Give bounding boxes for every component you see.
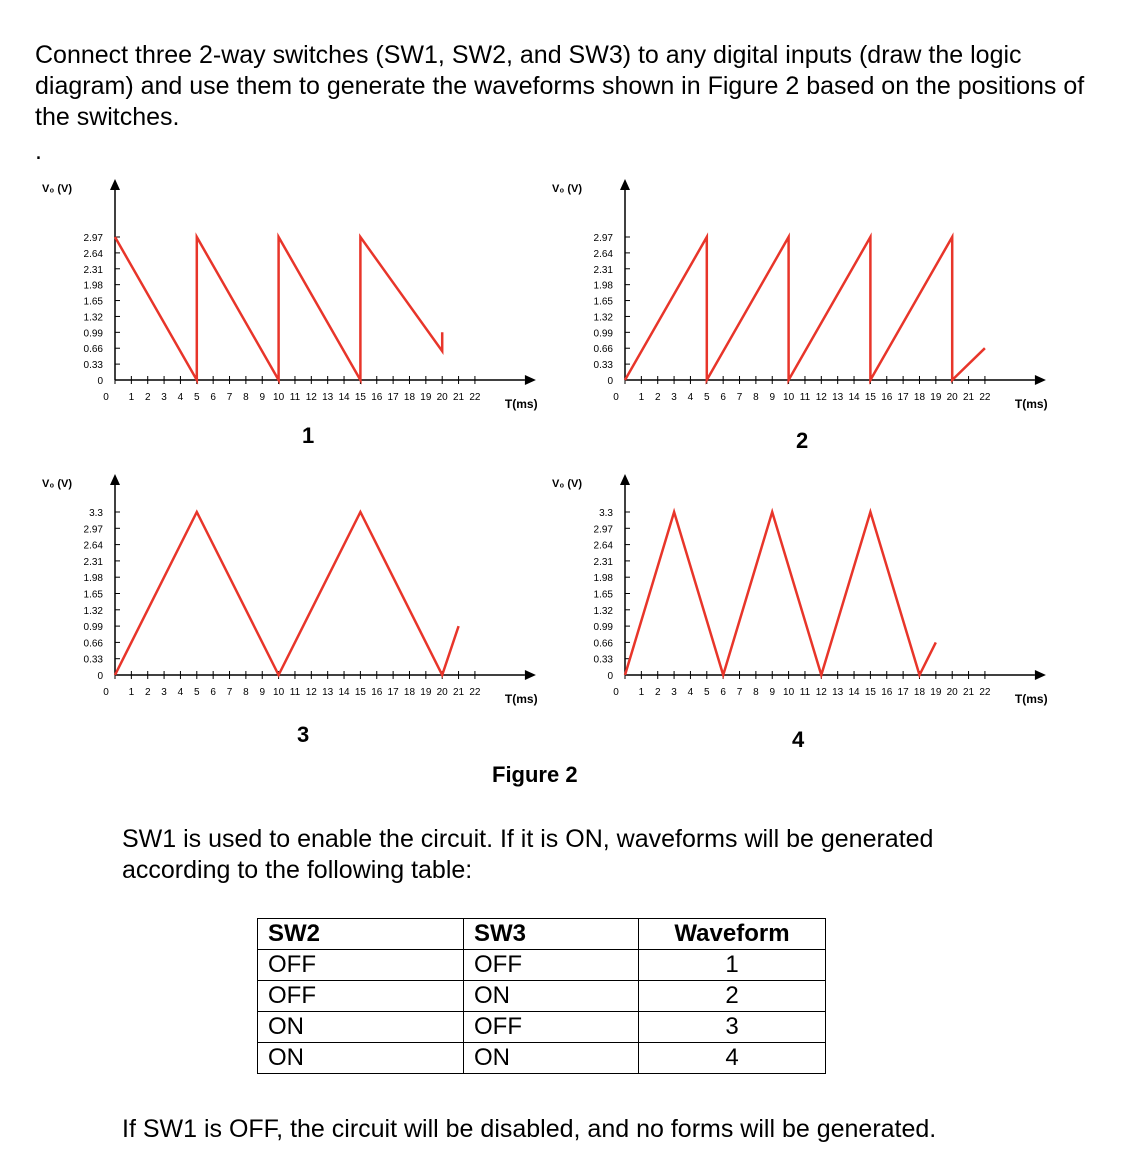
x-tick-label: 16 — [371, 392, 383, 403]
table-row — [258, 950, 826, 981]
y-tick-label: 2.64 — [593, 540, 613, 552]
x-tick-label: 10 — [273, 687, 285, 698]
x-axis-arrow — [1035, 670, 1046, 680]
y-tick-label: 2.31 — [83, 556, 103, 568]
x-axis-label: T(ms) — [504, 397, 538, 411]
x-tick-label: 5 — [704, 392, 710, 403]
y-tick-label: 0.33 — [593, 360, 613, 372]
x-tick-label: 3 — [671, 687, 677, 698]
y-tick-label: 0.99 — [83, 622, 103, 634]
x-tick-label: 7 — [226, 392, 233, 403]
x-tick-label: 9 — [259, 687, 266, 698]
y-tick-label: 1.65 — [593, 589, 613, 601]
y-tick-label: 1.32 — [593, 605, 613, 617]
y-axis-label: V₀ (V) — [552, 478, 583, 490]
x-tick-label: 10 — [783, 687, 795, 698]
y-tick-label: 0.66 — [83, 638, 103, 650]
cell-sw2: ON — [258, 1012, 464, 1043]
y-tick-label: 0.66 — [83, 344, 103, 356]
x-tick-label: 0 — [613, 687, 619, 698]
x-tick-label: 13 — [322, 392, 334, 403]
y-tick-label: 0.66 — [593, 344, 613, 356]
table-header-row — [258, 919, 826, 950]
y-tick-label: 3.3 — [89, 508, 103, 519]
y-tick-label: 0.99 — [593, 622, 613, 634]
table-row — [258, 981, 826, 1012]
y-axis-arrow — [110, 179, 120, 190]
x-tick-label: 1 — [638, 687, 645, 698]
x-tick-label: 21 — [962, 687, 975, 698]
x-tick-label: 10 — [783, 392, 795, 403]
y-tick-label: 1.32 — [83, 312, 103, 324]
chart-3-caption: 3 — [297, 722, 310, 747]
x-tick-label: 8 — [243, 392, 249, 403]
y-axis-arrow — [110, 474, 120, 485]
x-tick-label: 22 — [469, 687, 481, 698]
cell-sw3: OFF — [464, 950, 639, 981]
x-tick-label: 19 — [930, 687, 942, 698]
y-tick-label: 2.97 — [83, 233, 103, 244]
x-tick-label: 2 — [144, 392, 151, 403]
x-tick-label: 0 — [103, 687, 109, 698]
waveform-line — [115, 237, 442, 380]
x-tick-label: 22 — [469, 392, 481, 403]
cell-sw2: OFF — [258, 950, 464, 981]
y-tick-label: 2.97 — [83, 524, 103, 536]
y-tick-label: 1.32 — [593, 312, 613, 324]
x-tick-label: 1 — [128, 392, 135, 403]
chart-waveform-4 — [540, 465, 1080, 755]
y-axis-arrow — [620, 474, 630, 485]
x-tick-label: 14 — [338, 687, 350, 698]
x-tick-label: 20 — [946, 392, 958, 403]
x-tick-label: 14 — [848, 392, 860, 403]
x-tick-label: 10 — [273, 392, 285, 403]
x-tick-label: 15 — [864, 392, 876, 403]
waveform-line — [625, 512, 936, 675]
header-sw2: SW2 — [258, 919, 464, 950]
x-tick-label: 4 — [177, 392, 184, 403]
x-tick-label: 15 — [864, 687, 876, 698]
x-axis-label: T(ms) — [504, 692, 538, 706]
x-tick-label: 4 — [177, 687, 184, 698]
waveform-line — [625, 237, 985, 380]
x-tick-label: 12 — [815, 687, 827, 698]
x-tick-label: 18 — [913, 687, 926, 698]
x-tick-label: 18 — [913, 392, 926, 403]
y-tick-label: 1.32 — [83, 605, 103, 617]
chart-4-caption: 4 — [792, 727, 805, 752]
y-tick-label: 0.33 — [83, 360, 103, 372]
x-tick-label: 18 — [403, 392, 416, 403]
y-tick-label: 1.65 — [593, 296, 613, 308]
x-tick-label: 6 — [210, 392, 216, 403]
x-axis-arrow — [525, 670, 536, 680]
y-axis-arrow — [620, 179, 630, 190]
y-tick-label: 1.65 — [83, 296, 103, 308]
chart-waveform-2 — [540, 170, 1080, 460]
x-tick-label: 6 — [210, 687, 216, 698]
y-tick-label: 2.31 — [593, 264, 613, 276]
x-tick-label: 2 — [654, 392, 661, 403]
x-tick-label: 2 — [144, 687, 151, 698]
y-tick-label: 2.31 — [593, 556, 613, 568]
y-tick-label: 2.31 — [83, 264, 103, 276]
x-tick-label: 5 — [194, 392, 200, 403]
footer-text: If SW1 is OFF, the circuit will be disabled, and no forms will be generated. — [122, 1115, 937, 1143]
x-tick-label: 20 — [946, 687, 958, 698]
chart-waveform-1 — [30, 170, 560, 460]
y-tick-label: 3.3 — [599, 508, 613, 519]
x-tick-label: 20 — [436, 687, 448, 698]
table-row — [258, 1012, 826, 1043]
y-tick-label: 1.65 — [83, 589, 103, 601]
cell-waveform: 3 — [639, 1012, 826, 1043]
x-tick-label: 11 — [799, 687, 811, 698]
x-tick-label: 21 — [962, 392, 975, 403]
x-tick-label: 22 — [979, 392, 991, 403]
x-axis-label: T(ms) — [1014, 692, 1048, 706]
waveform-line — [115, 512, 459, 675]
x-tick-label: 2 — [654, 687, 661, 698]
y-tick-label: 1.98 — [593, 280, 613, 292]
x-tick-label: 8 — [753, 392, 759, 403]
x-tick-label: 8 — [243, 687, 249, 698]
x-tick-label: 13 — [322, 687, 334, 698]
x-tick-label: 21 — [452, 687, 465, 698]
chart-waveform-3 — [30, 465, 560, 755]
y-tick-label: 2.64 — [593, 248, 613, 260]
cell-waveform: 1 — [639, 950, 826, 981]
x-tick-label: 14 — [338, 392, 350, 403]
y-axis-label: V₀ (V) — [42, 478, 73, 490]
y-tick-label: 0.33 — [83, 654, 103, 666]
x-tick-label: 3 — [161, 687, 167, 698]
x-tick-label: 9 — [259, 392, 266, 403]
x-tick-label: 17 — [387, 392, 399, 403]
x-tick-label: 3 — [161, 392, 167, 403]
x-tick-label: 16 — [371, 687, 383, 698]
figure-title: Figure 2 — [492, 762, 578, 787]
y-tick-label: 2.97 — [593, 524, 613, 536]
header-sw3: SW3 — [464, 919, 639, 950]
x-tick-label: 1 — [638, 392, 645, 403]
x-tick-label: 21 — [452, 392, 465, 403]
y-tick-label: 1.98 — [83, 573, 103, 585]
x-tick-label: 11 — [289, 687, 301, 698]
x-tick-label: 9 — [769, 687, 776, 698]
x-tick-label: 15 — [354, 687, 366, 698]
y-tick-label: 0 — [607, 376, 613, 387]
cell-waveform: 2 — [639, 981, 826, 1012]
y-tick-label: 0.33 — [593, 654, 613, 666]
x-tick-label: 4 — [687, 392, 694, 403]
x-tick-label: 7 — [226, 687, 233, 698]
x-axis-arrow — [525, 375, 536, 385]
x-tick-label: 4 — [687, 687, 694, 698]
header-waveform: Waveform — [639, 919, 826, 950]
x-tick-label: 17 — [897, 392, 909, 403]
chart-2-caption: 2 — [796, 428, 809, 453]
x-tick-label: 11 — [799, 392, 811, 403]
x-tick-label: 17 — [387, 687, 399, 698]
bullet-dot: . — [35, 137, 42, 165]
y-tick-label: 1.98 — [83, 280, 103, 292]
description-paragraph: SW1 is used to enable the circuit. If it is ON, waveforms will be generated according to the following table: — [122, 825, 934, 884]
chart-1-caption: 1 — [302, 423, 315, 448]
x-tick-label: 9 — [769, 392, 776, 403]
x-tick-label: 13 — [832, 392, 844, 403]
x-tick-label: 22 — [979, 687, 991, 698]
cell-sw2: OFF — [258, 981, 464, 1012]
x-tick-label: 17 — [897, 687, 909, 698]
y-tick-label: 0 — [97, 671, 103, 682]
x-tick-label: 11 — [289, 392, 301, 403]
x-tick-label: 19 — [420, 392, 432, 403]
y-tick-label: 2.64 — [83, 248, 103, 260]
intro-text: Connect three 2-way switches (SW1, SW2, and SW3) to any digital inputs (draw the logic diagram) and use them to generate the waveforms shown in Figure 2 based on the positions of the switches. — [35, 41, 1085, 131]
y-tick-label: 0.99 — [593, 328, 613, 340]
x-tick-label: 7 — [736, 392, 743, 403]
y-tick-label: 0.66 — [593, 638, 613, 650]
y-tick-label: 0 — [607, 671, 613, 682]
x-tick-label: 14 — [848, 687, 860, 698]
x-tick-label: 5 — [194, 687, 200, 698]
x-tick-label: 3 — [671, 392, 677, 403]
x-tick-label: 6 — [720, 392, 726, 403]
y-axis-label: V₀ (V) — [552, 183, 583, 195]
y-tick-label: 0.99 — [83, 328, 103, 340]
x-tick-label: 6 — [720, 687, 726, 698]
x-tick-label: 13 — [832, 687, 844, 698]
x-tick-label: 19 — [420, 687, 432, 698]
y-tick-label: 2.97 — [593, 233, 613, 244]
cell-waveform: 4 — [639, 1043, 826, 1074]
cell-sw2: ON — [258, 1043, 464, 1074]
x-tick-label: 1 — [128, 687, 135, 698]
cell-sw3: OFF — [464, 1012, 639, 1043]
x-tick-label: 16 — [881, 392, 893, 403]
cell-sw3: ON — [464, 1043, 639, 1074]
x-tick-label: 16 — [881, 687, 893, 698]
x-tick-label: 0 — [613, 392, 619, 403]
x-tick-label: 12 — [305, 392, 317, 403]
x-tick-label: 12 — [815, 392, 827, 403]
x-tick-label: 15 — [354, 392, 366, 403]
switch-table — [257, 918, 826, 1074]
y-tick-label: 2.64 — [83, 540, 103, 552]
x-axis-label: T(ms) — [1014, 397, 1048, 411]
y-tick-label: 0 — [97, 376, 103, 387]
table-row — [258, 1043, 826, 1074]
x-tick-label: 20 — [436, 392, 448, 403]
x-tick-label: 8 — [753, 687, 759, 698]
y-axis-label: V₀ (V) — [42, 183, 73, 195]
x-tick-label: 19 — [930, 392, 942, 403]
x-tick-label: 5 — [704, 687, 710, 698]
x-tick-label: 12 — [305, 687, 317, 698]
cell-sw3: ON — [464, 981, 639, 1012]
x-tick-label: 0 — [103, 392, 109, 403]
x-tick-label: 18 — [403, 687, 416, 698]
x-tick-label: 7 — [736, 687, 743, 698]
x-axis-arrow — [1035, 375, 1046, 385]
y-tick-label: 1.98 — [593, 573, 613, 585]
